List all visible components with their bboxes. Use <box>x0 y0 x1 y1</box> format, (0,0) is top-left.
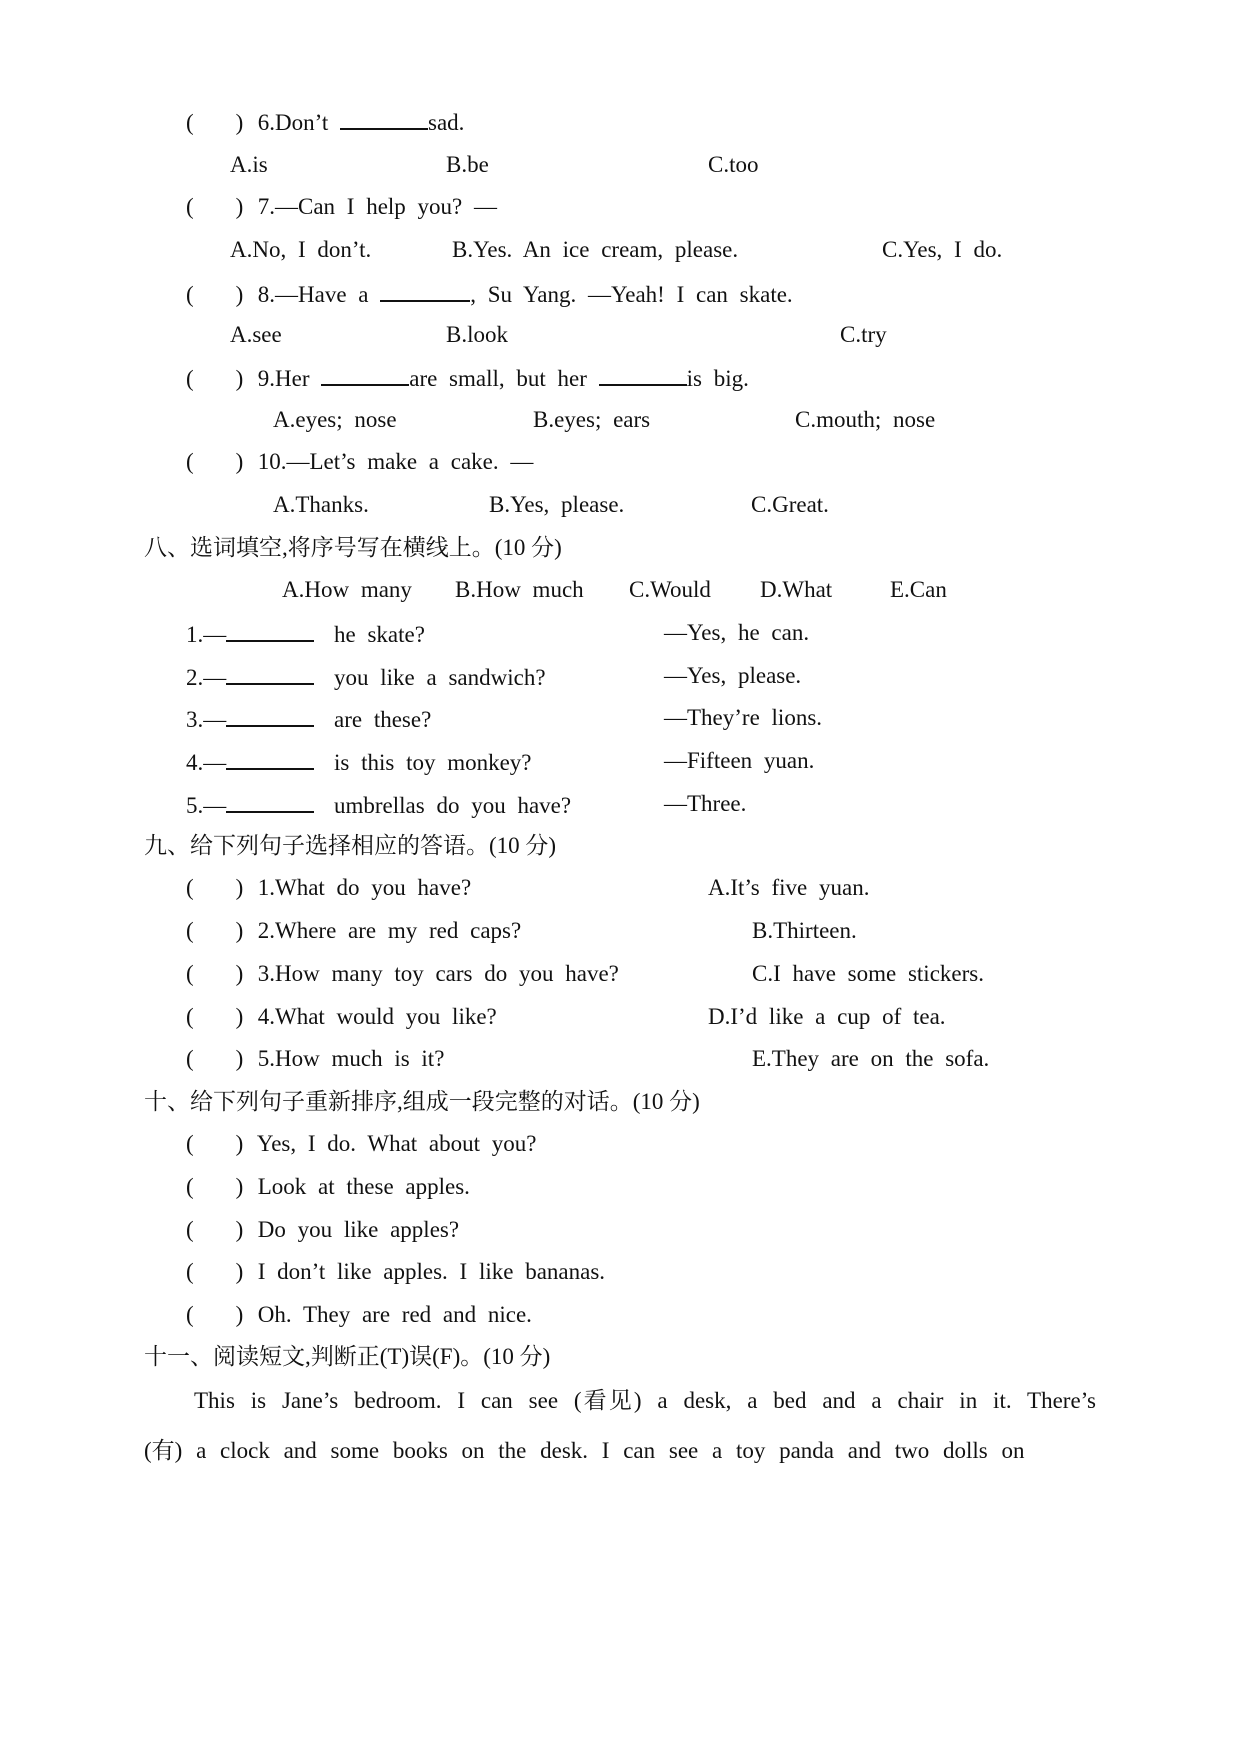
match-answer: D.I’d like a cup of tea. <box>708 1004 946 1029</box>
question-text: is big. <box>686 366 749 391</box>
fill-item <box>186 618 810 650</box>
section-11-title: 十一、阅读短文,判断正(T)误(F)。(10 分) <box>144 1344 551 1369</box>
question-text: , Su Yang. —Yeah! I can skate. <box>470 282 793 307</box>
word-option-b: B.How much <box>455 577 584 602</box>
section-9-title: 九、给下列句子选择相应的答语。(10 分) <box>144 833 557 858</box>
fill-item <box>186 789 747 821</box>
match-item <box>186 1044 990 1074</box>
answer-bracket[interactable]: ( ) <box>186 1046 244 1071</box>
item-number: 1.— <box>186 622 227 647</box>
item-number: 4.— <box>186 750 227 775</box>
item-answer: —Three. <box>664 791 747 816</box>
question-6 <box>186 106 464 138</box>
order-item <box>186 1129 536 1159</box>
question-text: sad. <box>428 110 465 135</box>
option-a: A.Thanks. <box>273 492 369 517</box>
fill-blank[interactable] <box>226 703 314 727</box>
answer-bracket[interactable]: ( ) <box>186 918 244 943</box>
answer-bracket[interactable]: ( ) <box>186 1131 244 1156</box>
item-question: he skate? <box>334 622 425 647</box>
fill-blank[interactable] <box>226 618 314 642</box>
question-7 <box>186 192 497 222</box>
question-8 <box>186 278 793 310</box>
fill-blank[interactable] <box>380 278 470 302</box>
match-question: 1.What do you have? <box>257 875 472 900</box>
question-number: 10. <box>257 449 287 474</box>
reading-passage: This is Jane’s bedroom. I can see (看见) a desk, a bed and a chair in it. There’s (有) a clock and some books on the desk. I can see a toy panda and two dolls on <box>144 1388 1096 1463</box>
option-a: A.No, I don’t. <box>230 237 372 262</box>
option-a: A.eyes; nose <box>273 407 397 432</box>
option-c: C.Yes, I do. <box>882 237 1003 262</box>
fill-item <box>186 746 815 778</box>
item-number: 3.— <box>186 707 227 732</box>
answer-bracket[interactable]: ( ) <box>186 1302 244 1327</box>
option-c: C.too <box>708 152 759 177</box>
item-question: are these? <box>334 707 432 732</box>
match-question: 4.What would you like? <box>257 1004 497 1029</box>
option-c: C.Great. <box>751 492 829 517</box>
word-option-e: E.Can <box>890 577 947 602</box>
question-text: —Have a <box>275 282 381 307</box>
question-number: 8. <box>257 282 275 307</box>
answer-bracket[interactable]: ( ) <box>186 282 244 307</box>
question-9 <box>186 362 749 394</box>
option-c: C.mouth; nose <box>795 407 936 432</box>
question-text: —Let’s make a cake. — <box>286 449 534 474</box>
answer-bracket[interactable]: ( ) <box>186 1217 244 1242</box>
item-question: is this toy monkey? <box>334 750 532 775</box>
option-b: B.Yes. An ice cream, please. <box>452 237 739 262</box>
question-10 <box>186 447 533 477</box>
order-item <box>186 1215 459 1245</box>
question-number: 9. <box>257 366 275 391</box>
order-item <box>186 1300 532 1330</box>
question-number: 7. <box>257 194 275 219</box>
match-question: 3.How many toy cars do you have? <box>257 961 619 986</box>
order-sentence: Yes, I do. What about you? <box>256 1131 537 1156</box>
option-a: A.is <box>230 152 268 177</box>
fill-item <box>186 703 823 735</box>
word-option-d: D.What <box>760 577 833 602</box>
item-question: umbrellas do you have? <box>334 793 572 818</box>
item-number: 5.— <box>186 793 227 818</box>
match-answer: B.Thirteen. <box>752 918 857 943</box>
fill-blank[interactable] <box>340 106 428 130</box>
item-number: 2.— <box>186 665 227 690</box>
order-sentence: Oh. They are red and nice. <box>257 1302 532 1327</box>
answer-bracket[interactable]: ( ) <box>186 875 244 900</box>
answer-bracket[interactable]: ( ) <box>186 449 244 474</box>
order-sentence: Look at these apples. <box>257 1174 470 1199</box>
match-answer: E.They are on the sofa. <box>752 1046 990 1071</box>
answer-bracket[interactable]: ( ) <box>186 1259 244 1284</box>
match-answer: A.It’s five yuan. <box>708 875 870 900</box>
answer-bracket[interactable]: ( ) <box>186 110 244 135</box>
answer-bracket[interactable]: ( ) <box>186 1004 244 1029</box>
fill-blank[interactable] <box>226 789 314 813</box>
match-question: 2.Where are my red caps? <box>257 918 522 943</box>
word-option-a: A.How many <box>282 577 412 602</box>
order-sentence: I don’t like apples. I like bananas. <box>257 1259 606 1284</box>
fill-item <box>186 661 802 693</box>
answer-bracket[interactable]: ( ) <box>186 961 244 986</box>
option-b: B.be <box>446 152 489 177</box>
order-item <box>186 1172 470 1202</box>
question-text: are small, but her <box>409 366 599 391</box>
option-a: A.see <box>230 322 282 347</box>
option-c: C.try <box>840 322 887 347</box>
section-10-title: 十、给下列句子重新排序,组成一段完整的对话。(10 分) <box>144 1089 700 1114</box>
question-text: Don’t <box>275 110 340 135</box>
fill-blank[interactable] <box>226 746 314 770</box>
match-item <box>186 959 984 989</box>
option-b: B.eyes; ears <box>533 407 651 432</box>
fill-blank-1[interactable] <box>321 362 409 386</box>
match-item <box>186 916 857 946</box>
match-item <box>186 1002 946 1032</box>
order-item <box>186 1257 605 1287</box>
item-answer: —Yes, please. <box>664 663 802 688</box>
item-answer: —Fifteen yuan. <box>664 748 815 773</box>
item-answer: —They’re lions. <box>664 705 823 730</box>
match-answer: C.I have some stickers. <box>752 961 984 986</box>
section-8-title: 八、选词填空,将序号写在横线上。(10 分) <box>144 535 562 560</box>
word-option-c: C.Would <box>629 577 711 602</box>
option-b: B.look <box>446 322 508 347</box>
match-question: 5.How much is it? <box>257 1046 445 1071</box>
question-number: 6. <box>257 110 275 135</box>
question-text: —Can I help you? — <box>275 194 498 219</box>
option-b: B.Yes, please. <box>489 492 625 517</box>
answer-bracket[interactable]: ( ) <box>186 194 244 219</box>
question-text: Her <box>275 366 322 391</box>
fill-blank-2[interactable] <box>599 362 687 386</box>
answer-bracket[interactable]: ( ) <box>186 366 244 391</box>
item-answer: —Yes, he can. <box>664 620 810 645</box>
item-question: you like a sandwich? <box>334 665 546 690</box>
match-item <box>186 873 870 903</box>
order-sentence: Do you like apples? <box>257 1217 460 1242</box>
answer-bracket[interactable]: ( ) <box>186 1174 244 1199</box>
fill-blank[interactable] <box>226 661 314 685</box>
